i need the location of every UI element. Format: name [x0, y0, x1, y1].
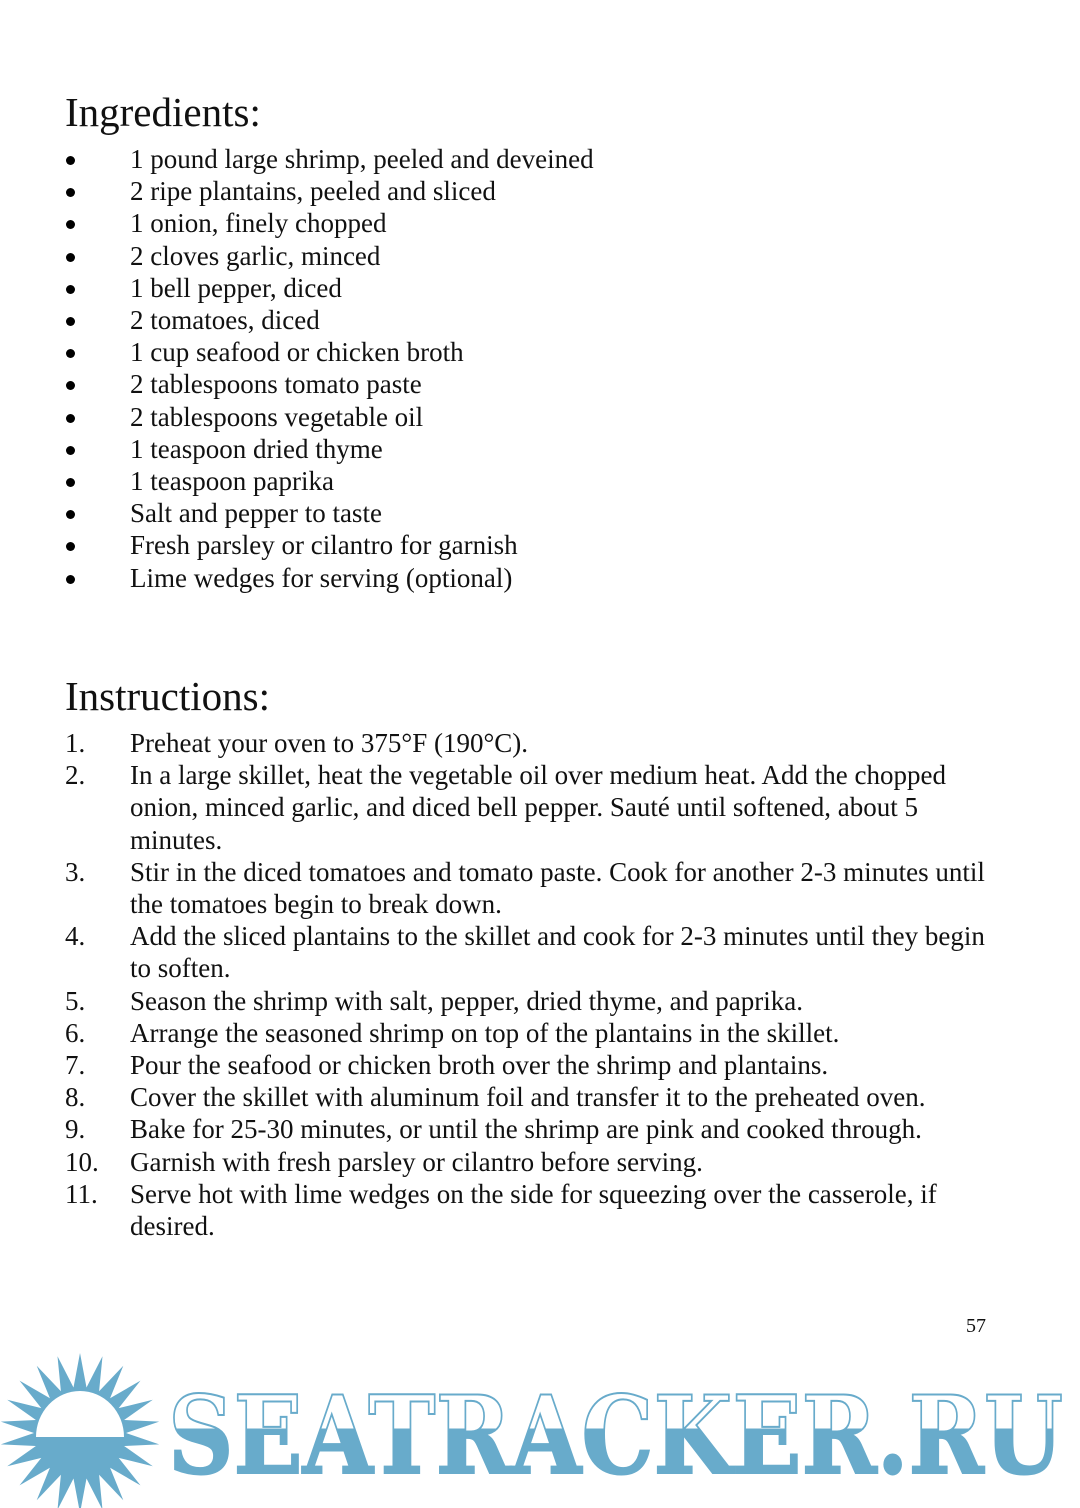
- bullet-icon: [66, 542, 75, 551]
- bullet-icon: [66, 285, 75, 294]
- step-text: Garnish with fresh parsley or cilantro before serving.: [130, 1146, 703, 1177]
- step-number: 1.: [65, 728, 86, 758]
- step-number: 8.: [65, 1082, 86, 1113]
- list-item: [0, 562, 594, 594]
- step-item: [0, 1049, 1000, 1081]
- list-item: [0, 175, 594, 207]
- step-text: Bake for 25-30 minutes, or until the shrimp are pink and cooked through.: [130, 1114, 922, 1145]
- step-text: Serve hot with lime wedges on the side for squeezing over the casserole, if desired.: [130, 1178, 937, 1242]
- step-item: [0, 1113, 1000, 1145]
- step-item: [0, 1017, 1000, 1049]
- step-text: Season the shrimp with salt, pepper, dried thyme, and paprika.: [130, 985, 804, 1016]
- bullet-icon: [66, 414, 75, 423]
- step-item: [0, 1146, 1000, 1178]
- list-item: [0, 368, 594, 400]
- step-item: [0, 1081, 1000, 1113]
- watermark-text: SEATRACKER.RU: [168, 1373, 1063, 1499]
- bullet-icon: [66, 575, 75, 584]
- step-number: 5.: [65, 985, 86, 1016]
- step-number: 10.: [65, 1146, 99, 1177]
- bullet-icon: [66, 478, 75, 487]
- bullet-icon: [66, 188, 75, 197]
- list-item: [0, 401, 594, 433]
- step-text: Stir in the diced tomatoes and tomato paste. Cook for another 2-3 minutes until the tomatoes begin to break down.: [130, 856, 985, 920]
- ingredients-heading: Ingredients:: [65, 89, 261, 135]
- step-item: [0, 759, 1000, 856]
- bullet-icon: [66, 156, 75, 165]
- step-number: 3.: [65, 856, 86, 887]
- ingredient-text: Salt and pepper to taste: [130, 498, 382, 529]
- ingredient-text: 1 teaspoon paprika: [130, 466, 334, 497]
- bullet-icon: [66, 381, 75, 390]
- step-text: Arrange the seasoned shrimp on top of the plantains in the skillet.: [130, 1017, 840, 1048]
- bullet-icon: [66, 317, 75, 326]
- ingredient-text: 2 tablespoons vegetable oil: [130, 401, 424, 432]
- step-number: 2.: [65, 760, 86, 791]
- step-number: 4.: [65, 921, 86, 952]
- ingredients-list: [0, 143, 594, 594]
- list-item: [0, 497, 594, 529]
- ingredient-text: 2 tablespoons tomato paste: [130, 369, 422, 400]
- sun-icon: [1, 1353, 159, 1508]
- step-number: 7.: [65, 1050, 86, 1081]
- bullet-icon: [66, 253, 75, 262]
- ingredient-text: Fresh parsley or cilantro for garnish: [130, 530, 518, 561]
- step-text: In a large skillet, heat the vegetable oil over medium heat. Add the chopped onion, minced garlic, and diced bell pepper. Sauté until softened, about 5 minutes.: [130, 760, 946, 855]
- list-item: [0, 336, 594, 368]
- step-text: Add the sliced plantains to the skillet and cook for 2-3 minutes until they begin to soften.: [130, 921, 985, 984]
- ingredient-text: 1 bell pepper, diced: [130, 272, 342, 303]
- list-item: [0, 272, 594, 304]
- ingredient-text: 1 cup seafood or chicken broth: [130, 337, 464, 368]
- bullet-icon: [66, 446, 75, 455]
- list-item: [0, 240, 594, 272]
- ingredient-text: 1 teaspoon dried thyme: [130, 433, 383, 464]
- step-text: Preheat your oven to 375°F (190°C).: [130, 728, 529, 758]
- page-number: 57: [966, 1315, 986, 1337]
- seatracker-watermark-logo: [0, 1345, 1080, 1508]
- ingredient-text: 2 cloves garlic, minced: [130, 240, 381, 271]
- list-item: [0, 465, 594, 497]
- list-item: [0, 207, 594, 239]
- step-item: [0, 1178, 1000, 1242]
- bullet-icon: [66, 510, 75, 519]
- instructions-list: [0, 727, 1000, 1242]
- bullet-icon: [66, 220, 75, 229]
- step-text: Cover the skillet with aluminum foil and transfer it to the preheated oven.: [130, 1082, 926, 1113]
- list-item: [0, 433, 594, 465]
- ingredient-text: 1 pound large shrimp, peeled and deveined: [130, 144, 594, 174]
- list-item: [0, 143, 594, 175]
- ingredient-text: Lime wedges for serving (optional): [130, 562, 513, 593]
- step-number: 11.: [65, 1178, 98, 1209]
- list-item: [0, 304, 594, 336]
- ingredient-text: 2 tomatoes, diced: [130, 305, 320, 336]
- bullet-icon: [66, 349, 75, 358]
- list-item: [0, 529, 594, 561]
- step-item: [0, 920, 1000, 984]
- instructions-heading: Instructions:: [65, 673, 270, 719]
- step-item: [0, 727, 1000, 759]
- step-number: 6.: [65, 1017, 86, 1048]
- step-item: [0, 985, 1000, 1017]
- step-text: Pour the seafood or chicken broth over the shrimp and plantains.: [130, 1050, 829, 1081]
- step-number: 9.: [65, 1114, 86, 1145]
- ingredient-text: 1 onion, finely chopped: [130, 208, 387, 239]
- ingredient-text: 2 ripe plantains, peeled and sliced: [130, 176, 496, 207]
- step-item: [0, 856, 1000, 920]
